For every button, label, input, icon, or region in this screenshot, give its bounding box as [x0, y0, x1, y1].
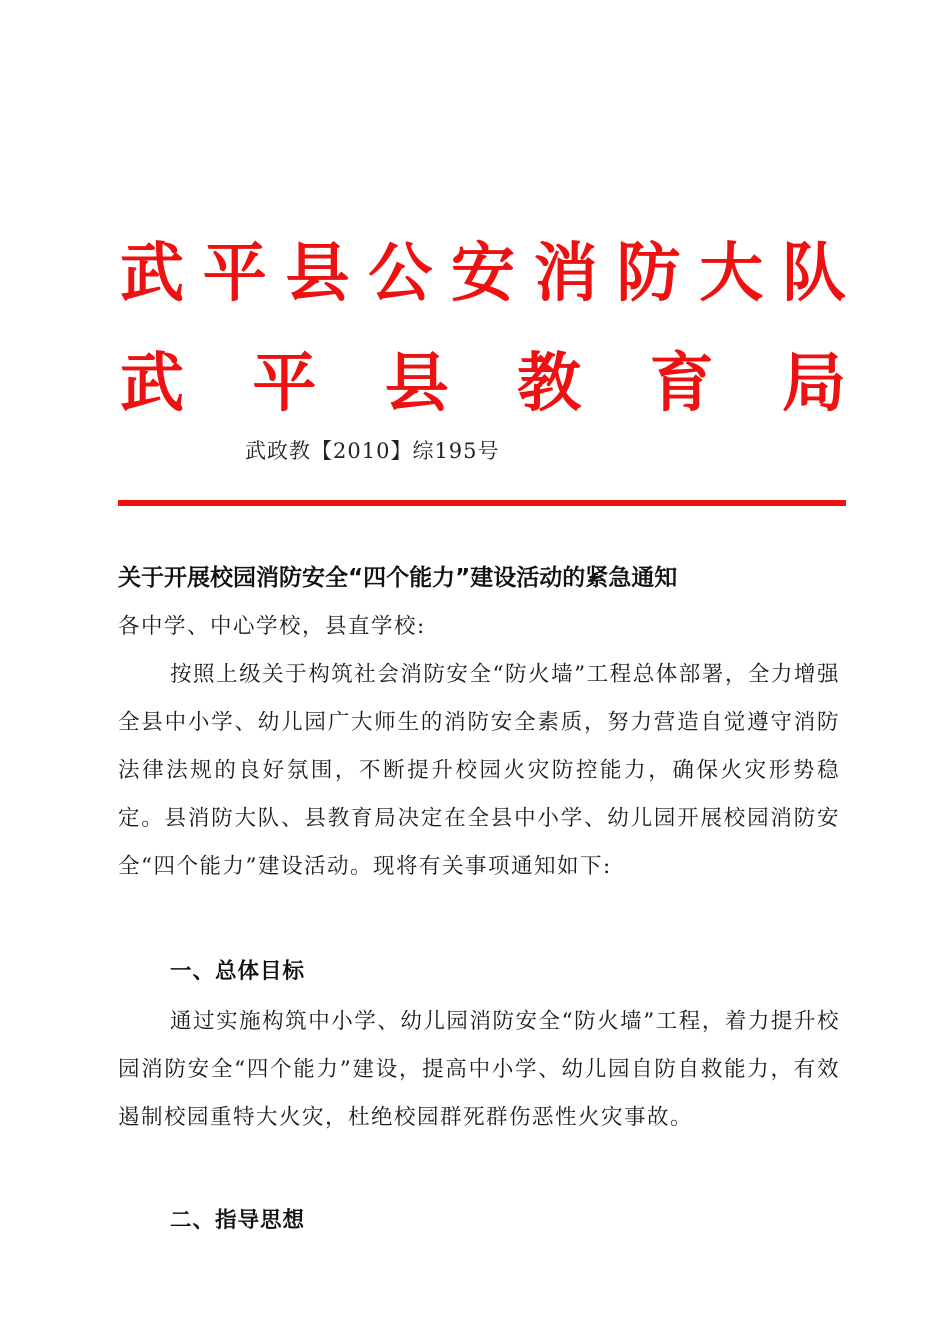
header-char: 公 — [368, 236, 433, 311]
header-char: 县 — [384, 346, 449, 421]
header-char: 大 — [699, 236, 764, 311]
header-char: 县 — [285, 236, 350, 311]
document-number: 武政教【2010】综195号 — [245, 439, 500, 463]
header-char: 局 — [781, 346, 846, 421]
header-char: 平 — [202, 236, 267, 311]
header-char: 防 — [616, 236, 681, 311]
body-paragraph: 按照上级关于构筑社会消防安全“防火墙”工程总体部署，全力增强全县中小学、幼儿园广大师生的消防安全素质，努力营造自觉遵守消防法律法规的良好氛围，不断提升校园火灾防控能力，确保火灾形势稳定。县消防大队、县教育局决定在全县中小学、幼儿园开展校园消防安全“四个能力”建设活动。现将有关事项通知如下: — [118, 662, 840, 879]
red-divider — [118, 500, 846, 506]
header-char: 育 — [649, 346, 714, 421]
addressee: 各中学、中心学校，县直学校: — [118, 614, 426, 639]
header-char: 平 — [252, 346, 317, 421]
section-heading: 二、指导思想 — [170, 1208, 306, 1233]
header-char: 教 — [517, 346, 582, 421]
header-char: 队 — [782, 236, 846, 311]
header-char: 消 — [533, 236, 598, 311]
body-paragraph: 通过实施构筑中小学、幼儿园消防安全“防火墙”工程，着力提升校园消防安全“四个能力”建设，提高中小学、幼儿园自防自救能力，有效遏制校园重特大火灾，杜绝校园群死群伤恶性火灾事故。 — [118, 1009, 840, 1130]
issuer-header-fire-brigade — [120, 234, 846, 314]
section-heading: 一、总体目标 — [170, 959, 306, 984]
header-char: 武 — [120, 346, 184, 421]
document-title: 关于开展校园消防安全“四个能力”建设活动的紧急通知 — [118, 565, 678, 591]
header-char: 安 — [451, 236, 515, 311]
issuer-header-education-bureau — [120, 344, 846, 424]
header-char: 武 — [120, 236, 184, 311]
